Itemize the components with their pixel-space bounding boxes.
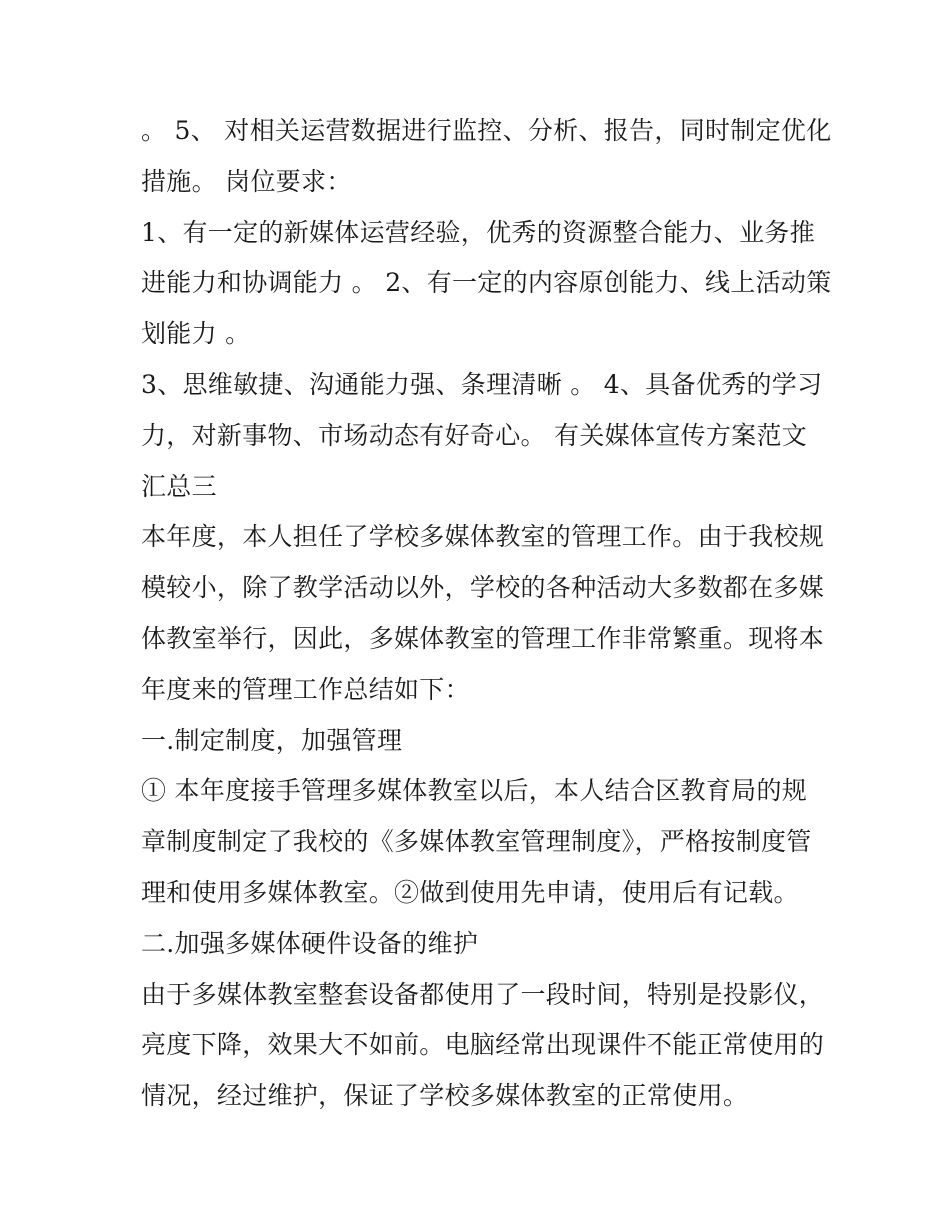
text-line: 由于多媒体教室整套设备都使用了一段时间，特别是投影仪， xyxy=(141,979,825,1009)
text-line: 1、有一定的新媒体运营经验，优秀的资源整合能力、业务推 xyxy=(141,217,816,247)
section-heading: 一.制定制度，加强管理 xyxy=(141,725,403,755)
section-title: 汇总三 xyxy=(141,471,217,501)
text-line: 年度来的管理工作总结如下： xyxy=(141,674,470,704)
text-line: ① 本年度接手管理多媒体教室以后，本人结合区教育局的规 xyxy=(141,776,808,806)
document-body xyxy=(141,112,832,1128)
text-line: 体教室举行，因此，多媒体教室的管理工作非常繁重。现将本 xyxy=(141,623,825,653)
section-heading: 二.加强多媒体硬件设备的维护 xyxy=(141,928,479,958)
text-line: 力，对新事物、市场动态有好奇心。 有关媒体宣传方案范文 xyxy=(141,420,808,450)
text-line: 。 5、 对相关运营数据进行监控、分析、报告，同时制定优化 xyxy=(141,116,832,145)
text-line: 3、思维敏捷、沟通能力强、条理清晰 。 4、具备优秀的学习 xyxy=(141,369,823,399)
text-line: 本年度，本人担任了学校多媒体教室的管理工作。由于我校规 xyxy=(141,522,825,552)
text-line: 模较小，除了教学活动以外，学校的各种活动大多数都在多媒 xyxy=(141,573,825,603)
text-line: 措施。 岗位要求： xyxy=(141,166,352,196)
text-line: 划能力 。 xyxy=(141,319,251,349)
text-line: 进能力和协调能力 。 2、有一定的内容原创能力、线上活动策 xyxy=(141,268,832,298)
text-line: 亮度下降，效果大不如前。电脑经常出现课件不能正常使用的 xyxy=(141,1030,825,1060)
text-line: 理和使用多媒体教室。②做到使用先申请，使用后有记载。 xyxy=(141,877,799,907)
text-line: 章制度制定了我校的《多媒体教室管理制度》，严格按制度管 xyxy=(141,827,812,857)
text-line: 情况，经过维护，保证了学校多媒体教室的正常使用。 xyxy=(141,1081,749,1111)
